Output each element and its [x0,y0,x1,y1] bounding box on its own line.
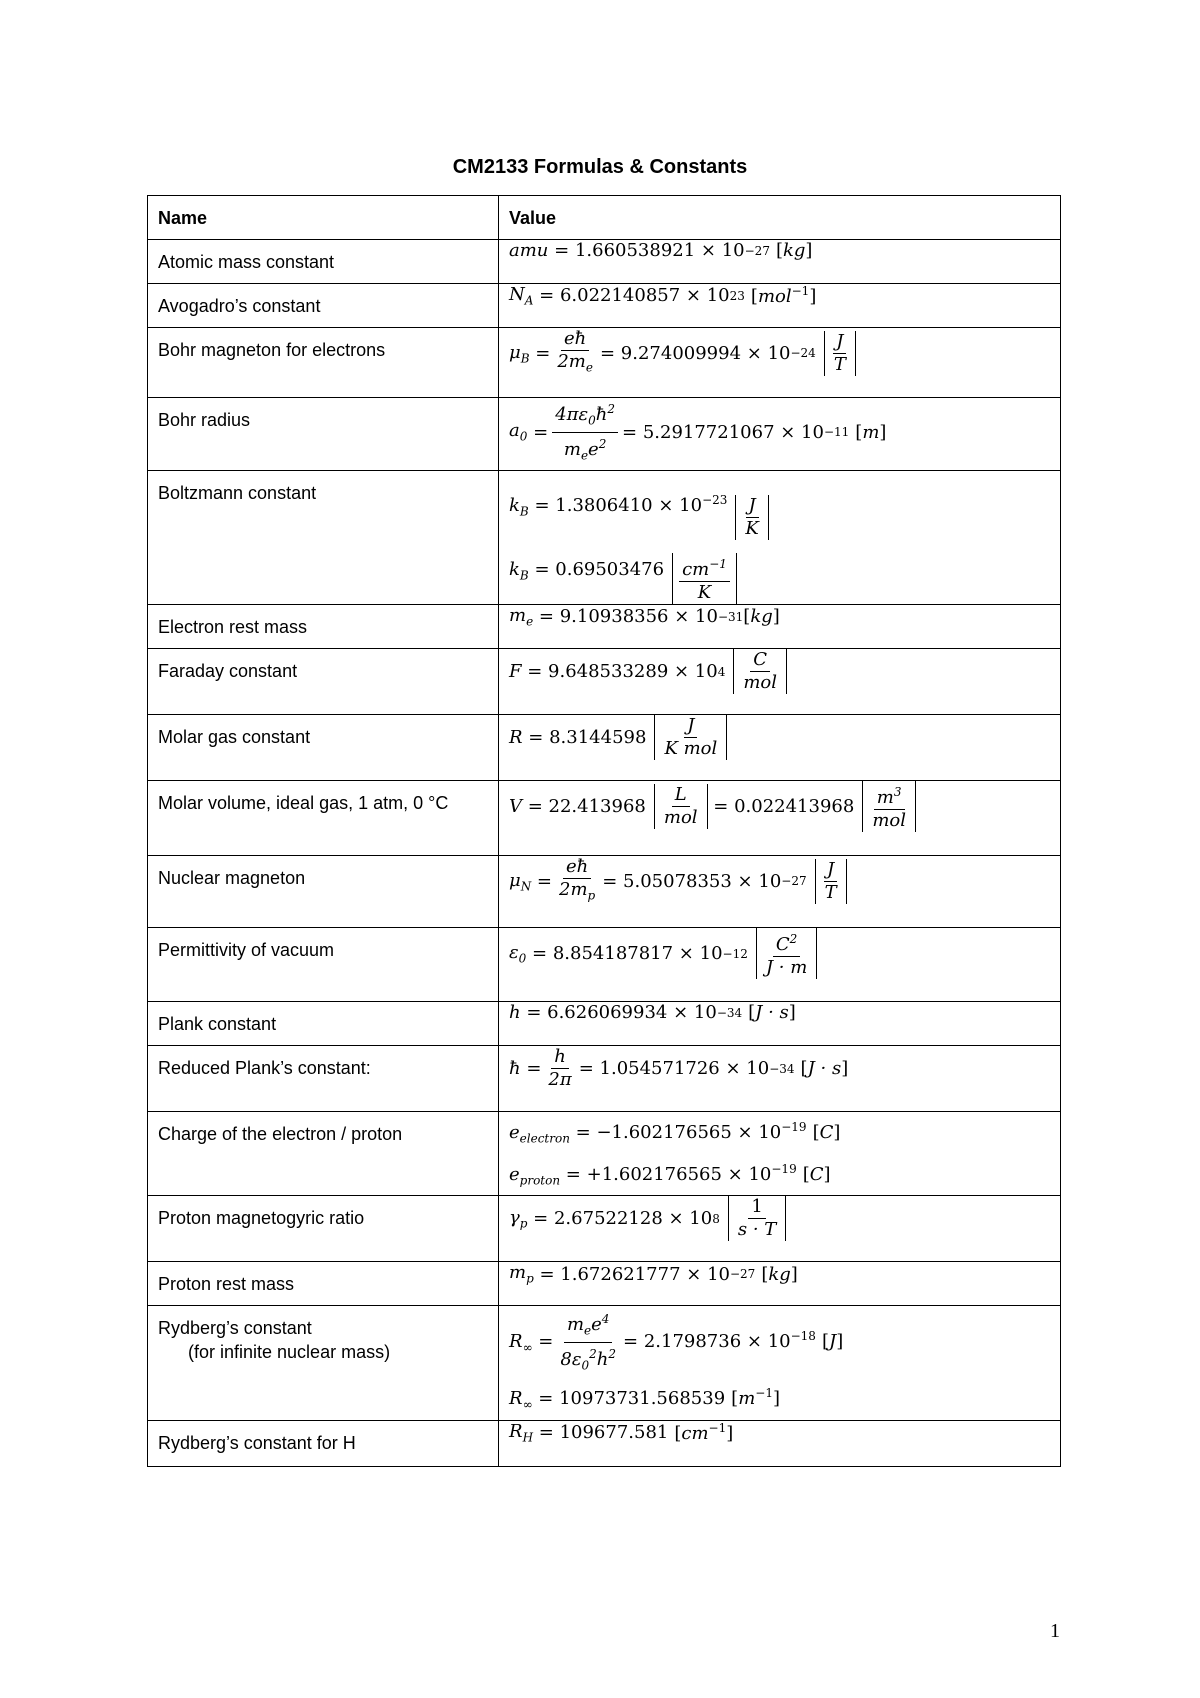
table-row [148,781,1061,856]
row-value: h = 6.626069934 × 10 −34 [J · s] [499,1002,1061,1046]
table-row [148,1196,1061,1262]
value-number: 22.413968 [548,796,646,818]
row-name: Molar volume, ideal gas, 1 atm, 0 °C [148,781,499,856]
value-number: −1.602176565 × 10 [596,1122,782,1144]
table-row [148,1002,1061,1046]
header-name: Name [148,196,499,240]
row-name: Electron rest mass [148,605,499,649]
constants-table [147,195,1061,1467]
row-value: $e_{electron} = -1.602176565 \times 10^{-19}$ [C] $e_{proton} = +1.602176565 \times 10^{-19}$ [C] [499,1112,1061,1196]
row-name: Faraday constant [148,649,499,715]
page-number: 1 [1050,1620,1060,1642]
value-number: 1.672621777 × 10 [560,1263,730,1285]
row-value: $m_e$ = 9.10938356 × 10 −31 [kg] [499,605,1061,649]
row-value: $k_B = 1.3806410 \times 10^{-23}$ $\frac{J}{K}$ $k_B = 0.69503476$ $\frac{cm^{-1}}{K}$ [499,471,1061,605]
row-value: $a_0$ = $\frac{4\pi\varepsilon_0ħ^2}{m_ee^2}$ = 5.2917721067 × 10 −11 [m] [499,398,1061,471]
table-row [148,1262,1061,1306]
row-value: $R_H$ = 109677.581 $[cm^{-1}]$ [499,1420,1061,1466]
row-name: Rydberg’s constant for H [148,1420,499,1466]
table-row [148,715,1061,781]
row-value: F = 9.648533289 × 10 4 $\frac{C}{\text{mol}}$ [499,649,1061,715]
table-row [148,1112,1061,1196]
row-name: Bohr radius [148,398,499,471]
table-row [148,1306,1061,1420]
row-name: Reduced Plank’s constant: [148,1046,499,1112]
row-value: V = 22.413968 $\frac{L}{\text{mol}}$ = 0.022413968 $\frac{m^3}{\text{mol}}$ [499,781,1061,856]
value-number: 109677.581 [559,1421,669,1443]
value-exponent: −31 [717,609,744,624]
value-number: 6.022140857 × 10 [559,285,730,307]
value-exponent: −24 [790,346,816,361]
value-number: 9.274009994 × 10 [620,342,791,364]
row-name-line2: (for infinite nuclear mass) [188,1342,391,1363]
value-number: 1.3806410 × 10 [555,495,703,516]
value-exponent: −11 [823,425,850,440]
value-exponent: −18 [790,1329,816,1344]
value-exponent: −27 [781,874,807,889]
value-number: 2.67522128 × 10 [553,1208,713,1230]
row-name: Permittivity of vacuum [148,928,499,1002]
row-value: $\gamma_p$ = 2.67522128 × 10 8 $\frac{1}{s \cdot T}$ [499,1196,1061,1262]
table-row [148,398,1061,471]
value-number: 5.05078353 × 10 [623,870,782,892]
value-number: 9.648533289 × 10 [548,661,718,683]
row-name: Nuclear magneton [148,856,499,928]
value-exponent: −23 [702,493,728,507]
value-exponent: −27 [729,1267,756,1282]
row-name: Charge of the electron / proton [148,1112,499,1196]
row-value: $R_\infty$ = $\frac{m_ee^4}{8\varepsilon_0^2h^2}$ = $2.1798736 \times 10^{-18}$ [J] $R_\infty = 10973731.568539$ $[m^{-1}]$ [499,1306,1061,1420]
table-row [148,605,1061,649]
value-number: 1.054571726 × 10 [599,1058,770,1080]
table-row [148,649,1061,715]
value-number: +1.602176565 × 10 [586,1163,772,1185]
row-name: Bohr magneton for electrons [148,328,499,398]
row-value: amu = 1.660538921 × 10 −27 [kg] [499,240,1061,284]
row-value: R = 8.3144598 $\frac{J}{\text{K mol}}$ [499,715,1061,781]
row-value: $N_A$ = 6.022140857 × 10 23 [mol$^{-1}$] [499,284,1061,328]
row-name: Proton rest mass [148,1262,499,1306]
table-row [148,856,1061,928]
table-row [148,1420,1061,1466]
value-number: 5.2917721067 × 10 [642,421,824,443]
table-header-row [148,196,1061,240]
value-number: 1.660538921 × 10 [574,240,745,261]
row-name: Molar gas constant [148,715,499,781]
value-exponent: −19 [771,1161,797,1176]
value-number: 2.1798736 × 10 [643,1331,791,1353]
value-exponent: −27 [744,243,770,258]
value-number: 9.10938356 × 10 [559,606,718,628]
value-exponent: 4 [717,664,726,679]
value-number: 8.3144598 [549,727,647,749]
value-exponent: −34 [716,1005,743,1020]
value-number: 0.022413968 [734,796,855,818]
table-row [148,471,1061,605]
table-row [148,284,1061,328]
row-value: $m_p$ = 1.672621777 × 10 −27 [kg] [499,1262,1061,1306]
row-name-line1: Rydberg’s constant [158,1318,312,1339]
row-value: $\varepsilon_0$ = 8.854187817 × 10 −12 $\frac{C^2}{J \cdot m}$ [499,928,1061,1002]
page-title: CM2133 Formulas & Constants [452,156,748,178]
table-row [148,240,1061,284]
table-row [148,328,1061,398]
table-row [148,1046,1061,1112]
header-value: Value [499,196,1061,240]
value-exponent: −34 [769,1061,795,1076]
value-exponent: −19 [781,1120,807,1135]
table-row [148,928,1061,1002]
row-value: $\mu_N$ = $\frac{eħ}{2m_p}$ = 5.05078353 × 10 −27 $\frac{J}{T}$ [499,856,1061,928]
value-exponent: 8 [712,1211,720,1226]
value-exponent: 23 [729,288,745,303]
value-number: 10973731.568539 [559,1387,726,1409]
value-number: 6.626069934 × 10 [547,1002,717,1024]
row-name: Atomic mass constant [148,240,499,284]
value-number: 0.69503476 [555,558,665,580]
row-name: Avogadro’s constant [148,284,499,328]
row-name: Boltzmann constant [148,471,499,605]
row-value: $\mu_B$ = $\frac{eħ}{2m_e}$ = 9.274009994 × 10 −24 $\frac{J}{T}$ [499,328,1061,398]
row-value: ħ = $\frac{h}{2\pi}$ = 1.054571726 × 10 −34 [J · s] [499,1046,1061,1112]
row-name [148,1306,499,1420]
row-name: Proton magnetogyric ratio [148,1196,499,1262]
row-name: Plank constant [148,1002,499,1046]
value-exponent: −12 [722,946,748,961]
value-number: 8.854187817 × 10 [552,943,723,965]
